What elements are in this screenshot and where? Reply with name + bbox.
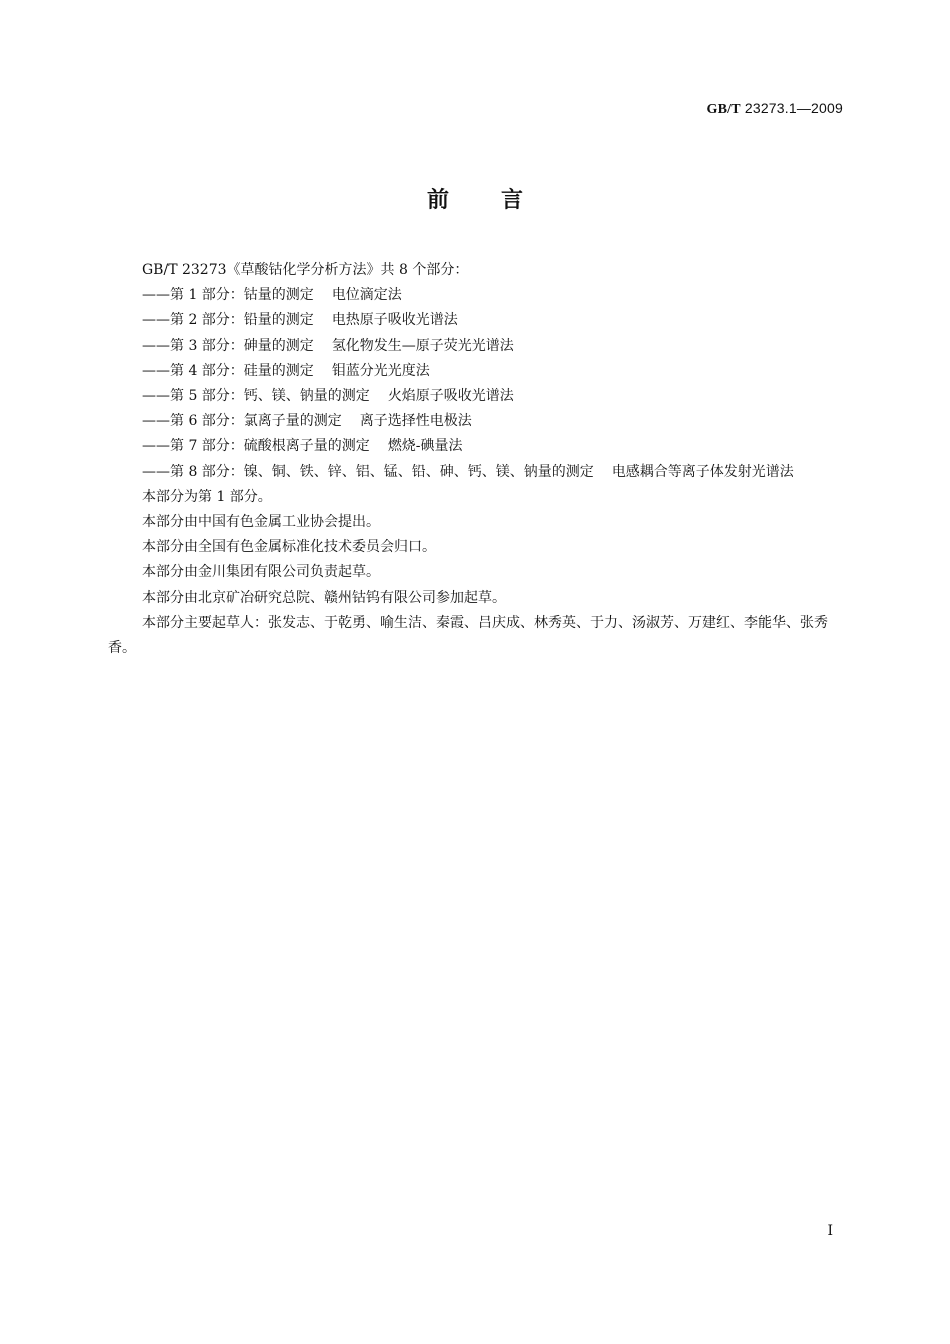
part-method: 燃烧-碘量法: [387, 438, 463, 455]
part-item: [108, 308, 848, 333]
part-method: 离子选择性电极法: [359, 413, 472, 430]
part-label: ——第 1 部分：钴量的测定: [142, 287, 314, 304]
part-label: ——第 8 部分：镍、铜、铁、锌、铝、锰、铅、砷、钙、镁、钠量的测定: [142, 463, 594, 480]
intro-line: GB/T 23273《草酸钴化学分析方法》共 8 个部分：: [142, 262, 469, 278]
part-item: [108, 359, 848, 384]
part-method: 钼蓝分光光度法: [331, 362, 430, 379]
page-number: I: [827, 1223, 833, 1239]
statement-line: 本部分由金川集团有限公司负责起草。: [142, 564, 380, 581]
part-method: 氢化物发生—原子荧光光谱法: [331, 337, 514, 354]
part-item: [108, 434, 848, 459]
part-method: 火焰原子吸收光谱法: [387, 388, 514, 405]
part-label: ——第 3 部分：砷量的测定: [142, 337, 314, 354]
page-title: 前言: [426, 188, 575, 213]
part-label: ——第 2 部分：铅量的测定: [142, 312, 314, 329]
part-method: 电位滴定法: [331, 287, 402, 304]
standard-code: [706, 100, 843, 118]
part-item: [108, 384, 848, 409]
part-item: [108, 460, 848, 485]
standard-number: 23273.1—2009: [744, 100, 843, 116]
part-label: ——第 6 部分：氯离子量的测定: [142, 413, 342, 430]
standard-prefix: GB/T: [706, 102, 741, 117]
part-item: [108, 283, 848, 308]
part-label: ——第 7 部分：硫酸根离子量的测定: [142, 438, 370, 455]
foreword-body: [108, 258, 848, 661]
part-method: 电感耦合等离子体发射光谱法: [611, 463, 794, 480]
part-method: 电热原子吸收光谱法: [331, 312, 458, 329]
statement-line: 本部分由北京矿冶研究总院、赣州钴钨有限公司参加起草。: [142, 589, 506, 606]
statement-line: 本部分为第 1 部分。: [142, 488, 272, 505]
part-label: ——第 5 部分：钙、镁、钠量的测定: [142, 388, 370, 405]
part-label: ——第 4 部分：硅量的测定: [142, 362, 314, 379]
part-item: [108, 409, 848, 434]
part-item: [108, 334, 848, 359]
statement-line: 本部分由中国有色金属工业协会提出。: [142, 514, 380, 531]
drafters-line: 本部分主要起草人：张发志、于乾勇、喻生洁、秦霞、吕庆成、林秀英、于力、汤淑芳、万建红、李能华、张秀香。: [108, 614, 828, 657]
statement-line: 本部分由全国有色金属标准化技术委员会归口。: [142, 539, 436, 556]
